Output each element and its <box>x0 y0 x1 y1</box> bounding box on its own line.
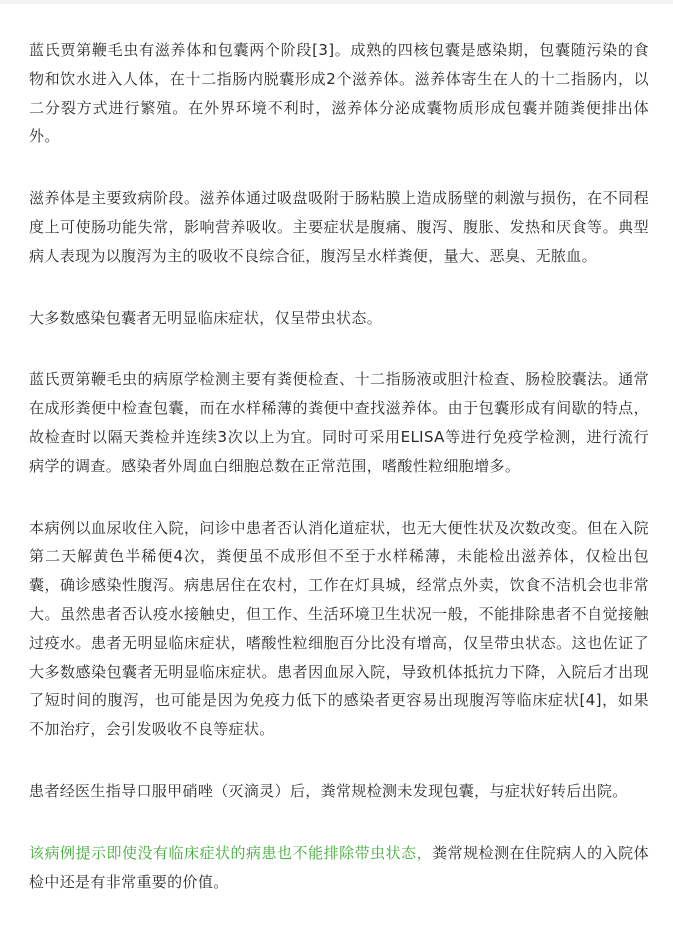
paragraph-life-cycle: 蓝氏贾第鞭毛虫有滋养体和包囊两个阶段[3]。成熟的四核包囊是感染期，包囊随污染的食物和饮水进入人体，在十二指肠内脱囊形成2个滋养体。滋养体寄生在人的十二指肠内，以二分裂方式进行繁殖。在外界环境不利时，滋养体分泌成囊物质形成包囊并随粪便排出体外。 <box>29 41 649 146</box>
paragraph-pathogenesis: 滋养体是主要致病阶段。滋养体通过吸盘吸附于肠粘膜上造成肠壁的刺激与损伤，在不同程度上可使肠功能失常，影响营养吸收。主要症状是腹痛、腹泻、腹胀、发热和厌食等。典型病人表现为以腹泻为主的吸收不良综合征，腹泻呈水样粪便，量大、恶臭、无脓血。 <box>29 189 649 265</box>
paragraph-case-discussion: 本病例以血尿收住入院，问诊中患者否认消化道症状，也无大便性状及次数改变。但在入院第二天解黄色半稀便4次，粪便虽不成形但不至于水样稀薄，未能检出滋养体，仅检出包囊，确诊感染性腹泻。病患居住在农村，工作在灯具城，经常点外卖，饮食不洁机会也非常大。虽然患者否认疫水接触史，但工作、生活环境卫生状况一般，不能排除患者不自觉接触过疫水。患者无明显临床症状，嗜酸性粒细胞百分比没有增高，仅呈带虫状态。这也佐证了大多数感染包囊者无明显临床症状。患者因血尿入院，导致机体抵抗力下降，入院后才出现了短时间的腹泻，也可能是因为免疫力低下的感染者更容易出现腹泻等临床症状[4]，如果不加治疗，会引发吸收不良等症状。 <box>29 518 649 739</box>
paragraph-conclusion <box>29 839 649 897</box>
conclusion-rest: 粪常规检测在住院病人的入院体检中还是有非常重要的价值。 <box>29 843 649 891</box>
paragraph-diagnosis: 蓝氏贾第鞭毛虫的病原学检测主要有粪便检查、十二指肠液或胆汁检查、肠检胶囊法。通常在成形粪便中检查包囊，而在水样稀薄的粪便中查找滋养体。由于包囊形成有间歇的特点，故检查时以隔天粪检并连续3次以上为宜。同时可采用ELISA等进行免疫学检测，进行流行病学的调查。感染者外周血白细胞总数在正常范围，嗜酸性粒细胞增多。 <box>29 370 649 475</box>
paragraph-treatment: 患者经医生指导口服甲硝唑（灭滴灵）后，粪常规检测未发现包囊，与症状好转后出院。 <box>29 781 628 800</box>
conclusion-highlight: 该病例提示即使没有临床症状的病患也不能排除带虫状态， <box>29 843 433 862</box>
paragraph-carrier-state: 大多数感染包囊者无明显临床症状，仅呈带虫状态。 <box>29 308 383 327</box>
